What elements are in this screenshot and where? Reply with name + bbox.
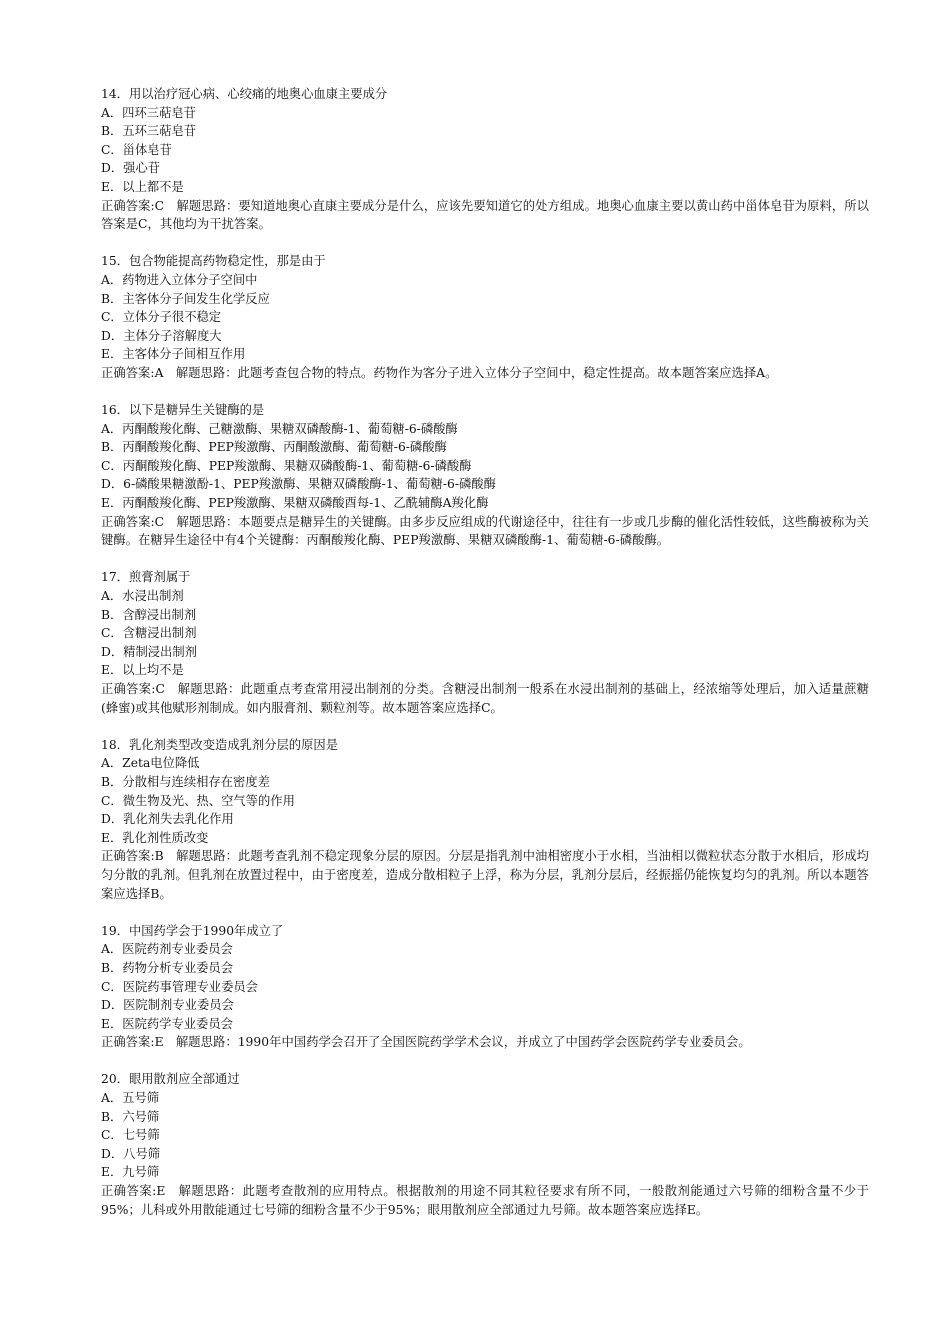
document-page — [101, 85, 869, 1238]
option-d: D．强心苷 — [101, 161, 161, 176]
option-d: D．精制浸出制剂 — [101, 644, 197, 659]
option-a: A．五号筛 — [101, 1091, 160, 1106]
question-20 — [101, 1070, 869, 1219]
answer-explanation: 正确答案:E 解题思路：1990年中国药学会召开了全国医院药学学术会议，并成立了中国药学会医院药学专业委员会。 — [101, 1035, 751, 1050]
option-c: C．医院药事管理专业委员会 — [101, 979, 258, 994]
option-e: E．九号筛 — [101, 1165, 160, 1180]
option-d: D．主体分子溶解度大 — [101, 328, 222, 343]
option-a: A．Zeta电位降低 — [101, 756, 200, 771]
answer-explanation: 正确答案:C 解题思路：要知道地奥心直康主要成分是什么，应该先要知道它的处方组成。地奥心血康主要以黄山药中甾体皂苷为原料，所以答案是C，其他均为干扰答案。 — [101, 198, 869, 232]
answer-explanation: 正确答案:A 解题思路：此题考查包合物的特点。药物作为客分子进入立体分子空间中，稳定性提高。故本题答案应选择A。 — [101, 365, 778, 380]
answer-explanation: 正确答案:C 解题思路：此题重点考查常用浸出制剂的分类。含糖浸出制剂一般系在水浸出制剂的基础上，经浓缩等处理后，加入适量蔗糖(蜂蜜)或其他赋形剂制成。如内服膏剂、颗粒剂等。故本题答案应选择C。 — [101, 682, 869, 715]
question-19 — [101, 922, 869, 1052]
question-title: 18．乳化剂类型改变造成乳剂分层的原因是 — [101, 737, 338, 752]
question-title: 15．包合物能提高药物稳定性，那是由于 — [101, 254, 326, 269]
question-18 — [101, 736, 869, 903]
question-15 — [101, 252, 869, 382]
question-title: 14．用以治疗冠心病、心绞痛的地奥心血康主要成分 — [101, 87, 388, 101]
option-c: C．微生物及光、热、空气等的作用 — [101, 793, 295, 808]
option-b: B．主客体分子间发生化学反应 — [101, 291, 270, 306]
option-d: D．乳化剂失去乳化作用 — [101, 812, 234, 827]
option-a: A．丙酮酸羧化酶、己糖激酶、果糖双磷酸酶-1、葡萄糖-6-磷酸酶 — [101, 421, 458, 436]
option-a: A．四环三萜皂苷 — [101, 105, 196, 120]
option-e: E．主客体分子间相互作用 — [101, 347, 246, 362]
option-b: B．含醇浸出制剂 — [101, 607, 197, 622]
option-b: B．五环三萜皂苷 — [101, 124, 197, 139]
question-title: 19．中国药学会于1990年成立了 — [101, 923, 284, 938]
option-a: A．医院药剂专业委员会 — [101, 942, 233, 957]
option-b: B．分散相与连续相存在密度差 — [101, 774, 270, 789]
question-title: 17．煎膏剂属于 — [101, 570, 191, 585]
option-b: B．六号筛 — [101, 1109, 160, 1124]
answer-explanation: 正确答案:C 解题思路：本题要点是糖异生的关键酶。由多步反应组成的代谢途径中，往往有一步或几步酶的催化活性较低，这些酶被称为关键酶。在糖异生途径中有4个关键酶：丙酮酸羧化酶、PEP羧激酶、果糖双磷酸酶-1、葡萄糖-6-磷酸酶。 — [101, 514, 869, 548]
option-a: A．水浸出制剂 — [101, 589, 184, 604]
option-e: E．以上都不是 — [101, 179, 184, 194]
option-a: A．药物进入立体分子空间中 — [101, 272, 258, 287]
option-c: C．七号筛 — [101, 1128, 160, 1143]
answer-explanation: 正确答案:B 解题思路：此题考查乳剂不稳定现象分层的原因。分层是指乳剂中油相密度小于水相，当油相以微粒状态分散于水相后，形成均匀分散的乳剂。但乳剂在放置过程中，由于密度差，造成分散相粒子上浮，称为分层，乳剂分层后，经振摇仍能恢复均匀的乳剂。所以本题答案应选择B。 — [101, 849, 869, 901]
option-d: D．医院制剂专业委员会 — [101, 998, 234, 1013]
option-c: C．含糖浸出制剂 — [101, 626, 197, 641]
option-e: E．乳化剂性质改变 — [101, 830, 209, 845]
question-17 — [101, 568, 869, 717]
option-d: D．八号筛 — [101, 1146, 161, 1161]
option-c: C．丙酮酸羧化酶、PEP羧激酶、果糖双磷酸酶-1、葡萄糖-6-磷酸酶 — [101, 458, 472, 473]
option-d: D．6-磷酸果糖激酚-1、PEP羧激酶、果糖双磷酸酶-1、葡萄糖-6-磷酸酶 — [101, 477, 496, 492]
option-b: B．丙酮酸羧化酶、PEP羧激酶、丙酮酸激酶、葡萄糖-6-磷酸酶 — [101, 440, 447, 455]
option-e: E．医院药学专业委员会 — [101, 1016, 233, 1031]
option-c: C．立体分子很不稳定 — [101, 310, 222, 325]
question-14 — [101, 85, 869, 234]
option-e: E．丙酮酸羧化酶、PEP羧激酶、果糖双磷酸酉每-1、乙酰辅酶A羧化酶 — [101, 496, 489, 511]
option-b: B．药物分析专业委员会 — [101, 960, 234, 975]
option-e: E．以上均不是 — [101, 663, 184, 678]
question-title: 20．眼用散剂应全部通过 — [101, 1072, 240, 1087]
question-16 — [101, 401, 869, 550]
option-c: C．甾体皂苷 — [101, 142, 172, 157]
question-title: 16．以下是糖异生关键酶的是 — [101, 403, 265, 418]
answer-explanation: 正确答案:E 解题思路：此题考查散剂的应用特点。根据散剂的用途不同其粒径要求有所不同，一般散剂能通过六号筛的细粉含量不少于95%；儿科或外用散能通过七号筛的细粉含量不少于95%；眼用散剂应全部通过九号筛。故本题答案应选择E。 — [101, 1184, 869, 1217]
